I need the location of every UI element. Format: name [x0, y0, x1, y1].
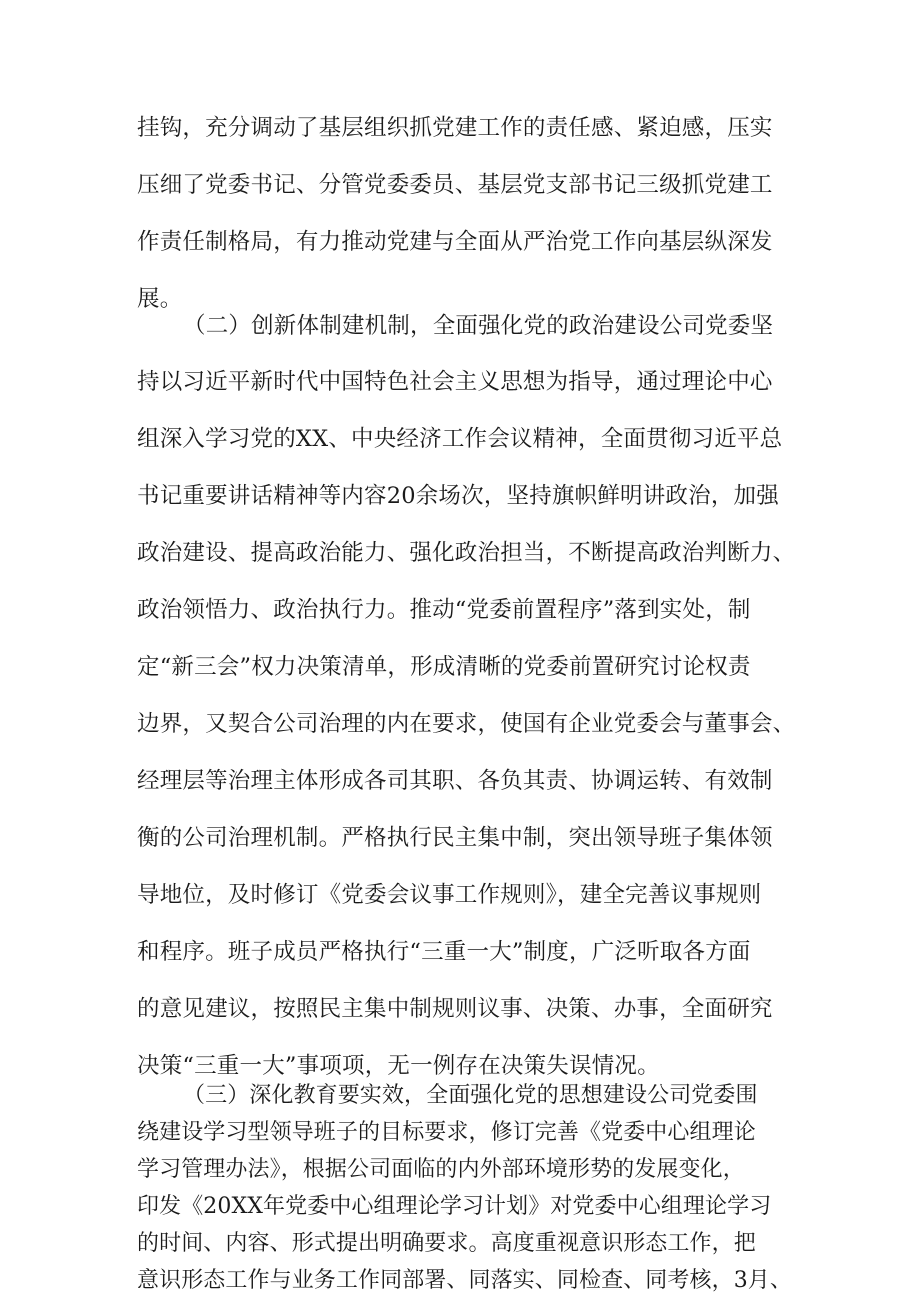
text-line: 的意见建议，按照民主集中制规则议事、决策、办事，全面研究 — [137, 996, 773, 1022]
text-line: 定“新三会”权力决策清单，形成清晰的党委前置研究讨论权责 — [137, 654, 751, 680]
text-line: 政治领悟力、政治执行力。推动“党委前置程序”落到实处，制 — [137, 597, 751, 623]
text-line: 和程序。班子成员严格执行“三重一大”制度，广泛听取各方面 — [137, 939, 751, 965]
text-line: 的时间、内容、形式提出明确要求。高度重视意识形态工作，把 — [137, 1231, 756, 1256]
text-line: 书记重要讲话精神等内容20余场次，坚持旗帜鲜明讲政治，加强 — [137, 483, 779, 509]
text-line: 挂钩，充分调动了基层组织抓党建工作的责任感、紧迫感，压实 — [137, 115, 773, 141]
text-line: 压细了党委书记、分管党委委员、基层党支部书记三级抓党建工 — [137, 172, 773, 198]
text-line: 绕建设学习型领导班子的目标要求，修订完善《党委中心组理论 — [137, 1120, 756, 1145]
text-line: 意识形态工作与业务工作同部署、同落实、同检查、同考核，3月、 — [137, 1268, 792, 1293]
text-line: 政治建设、提高政治能力、强化政治担当，不断提高政治判断力、 — [137, 540, 796, 566]
text-line: 导地位，及时修订《党委会议事工作规则》，建全完善议事规则 — [137, 882, 762, 908]
text-line: 经理层等治理主体形成各司其职、各负其责、协调运转、有效制 — [137, 768, 773, 794]
text-line: 决策“三重一大”事项项，无一例存在决策失误情况。 — [137, 1053, 660, 1079]
text-line: （三）深化教育要实效，全面强化党的思想建设公司党委围 — [183, 1083, 758, 1108]
text-line: 印发《20XX年党委中心组理论学习计划》对党委中心组理论学习 — [137, 1194, 772, 1219]
text-line: 展。 — [137, 286, 183, 312]
text-line: 作责任制格局，有力推动党建与全面从严治党工作向基层纵深发 — [137, 229, 773, 255]
text-line: 衡的公司治理机制。严格执行民主集中制，突出领导班子集体领 — [137, 825, 773, 851]
text-line: 持以习近平新时代中国特色社会主义思想为指导，通过理论中心 — [137, 369, 773, 395]
text-line: 边界，又契合公司治理的内在要求，使国有企业党委会与董事会、 — [137, 711, 796, 737]
text-line: 学习管理办法》，根据公司面临的内外部环境形势的发展变化， — [137, 1157, 745, 1182]
text-line: （二）创新体制建机制，全面强化党的政治建设公司党委坚 — [183, 313, 774, 339]
text-line: 组深入学习党的XX、中央经济工作会议精神，全面贯彻习近平总 — [137, 426, 783, 452]
